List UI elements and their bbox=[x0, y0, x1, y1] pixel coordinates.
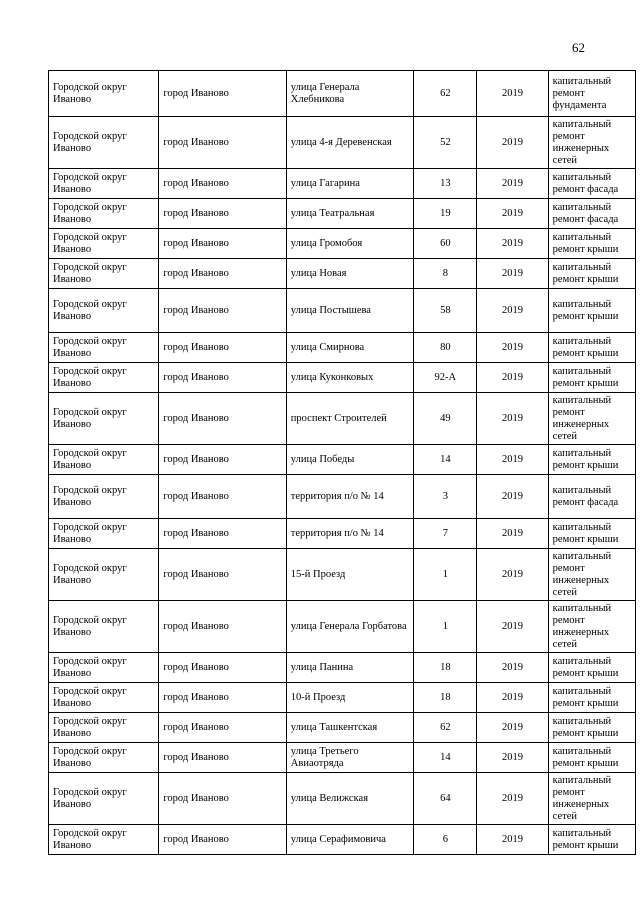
street-cell: улица Панина bbox=[286, 653, 413, 683]
table-row bbox=[49, 333, 636, 363]
city-cell: город Иваново bbox=[159, 199, 286, 229]
year-cell: 2019 bbox=[477, 549, 548, 601]
year-cell: 2019 bbox=[477, 683, 548, 713]
house-cell: 52 bbox=[414, 117, 477, 169]
district-cell: Городской округ Иваново bbox=[49, 475, 159, 519]
house-cell: 18 bbox=[414, 683, 477, 713]
work-type-cell: капитальный ремонт инженерных сетей bbox=[548, 601, 635, 653]
house-cell: 49 bbox=[414, 393, 477, 445]
city-cell: город Иваново bbox=[159, 363, 286, 393]
street-cell: территория п/о № 14 bbox=[286, 475, 413, 519]
city-cell: город Иваново bbox=[159, 743, 286, 773]
work-type-cell: капитальный ремонт фасада bbox=[548, 475, 635, 519]
street-cell: улица 4-я Деревенская bbox=[286, 117, 413, 169]
street-cell: улица Третьего Авиаотряда bbox=[286, 743, 413, 773]
street-cell: улица Куконковых bbox=[286, 363, 413, 393]
table-row bbox=[49, 117, 636, 169]
district-cell: Городской округ Иваново bbox=[49, 601, 159, 653]
table-row bbox=[49, 445, 636, 475]
table-row bbox=[49, 71, 636, 117]
house-cell: 80 bbox=[414, 333, 477, 363]
table-row bbox=[49, 199, 636, 229]
work-type-cell: капитальный ремонт фасада bbox=[548, 169, 635, 199]
year-cell: 2019 bbox=[477, 363, 548, 393]
year-cell: 2019 bbox=[477, 229, 548, 259]
district-cell: Городской округ Иваново bbox=[49, 199, 159, 229]
year-cell: 2019 bbox=[477, 445, 548, 475]
table-row bbox=[49, 713, 636, 743]
street-cell: 10-й Проезд bbox=[286, 683, 413, 713]
work-type-cell: капитальный ремонт инженерных сетей bbox=[548, 773, 635, 825]
house-cell: 1 bbox=[414, 549, 477, 601]
table-row bbox=[49, 743, 636, 773]
house-cell: 7 bbox=[414, 519, 477, 549]
repair-schedule-table bbox=[48, 70, 636, 855]
table-row bbox=[49, 519, 636, 549]
district-cell: Городской округ Иваново bbox=[49, 445, 159, 475]
city-cell: город Иваново bbox=[159, 333, 286, 363]
year-cell: 2019 bbox=[477, 259, 548, 289]
work-type-cell: капитальный ремонт крыши bbox=[548, 825, 635, 855]
work-type-cell: капитальный ремонт крыши bbox=[548, 653, 635, 683]
table-row bbox=[49, 363, 636, 393]
city-cell: город Иваново bbox=[159, 445, 286, 475]
table-row bbox=[49, 549, 636, 601]
work-type-cell: капитальный ремонт крыши bbox=[548, 743, 635, 773]
house-cell: 64 bbox=[414, 773, 477, 825]
street-cell: улица Генерала Горбатова bbox=[286, 601, 413, 653]
house-cell: 6 bbox=[414, 825, 477, 855]
street-cell: улица Генерала Хлебникова bbox=[286, 71, 413, 117]
city-cell: город Иваново bbox=[159, 601, 286, 653]
street-cell: проспект Строителей bbox=[286, 393, 413, 445]
city-cell: город Иваново bbox=[159, 549, 286, 601]
city-cell: город Иваново bbox=[159, 117, 286, 169]
house-cell: 60 bbox=[414, 229, 477, 259]
district-cell: Городской округ Иваново bbox=[49, 825, 159, 855]
year-cell: 2019 bbox=[477, 519, 548, 549]
city-cell: город Иваново bbox=[159, 475, 286, 519]
street-cell: 15-й Проезд bbox=[286, 549, 413, 601]
table-row bbox=[49, 825, 636, 855]
year-cell: 2019 bbox=[477, 475, 548, 519]
house-cell: 58 bbox=[414, 289, 477, 333]
street-cell: улица Театральная bbox=[286, 199, 413, 229]
street-cell: улица Велижская bbox=[286, 773, 413, 825]
city-cell: город Иваново bbox=[159, 393, 286, 445]
work-type-cell: капитальный ремонт фасада bbox=[548, 199, 635, 229]
street-cell: улица Смирнова bbox=[286, 333, 413, 363]
district-cell: Городской округ Иваново bbox=[49, 683, 159, 713]
work-type-cell: капитальный ремонт крыши bbox=[548, 259, 635, 289]
year-cell: 2019 bbox=[477, 601, 548, 653]
page-number: 62 bbox=[572, 40, 585, 55]
year-cell: 2019 bbox=[477, 117, 548, 169]
year-cell: 2019 bbox=[477, 289, 548, 333]
city-cell: город Иваново bbox=[159, 259, 286, 289]
house-cell: 92-А bbox=[414, 363, 477, 393]
table-row bbox=[49, 169, 636, 199]
street-cell: улица Ташкентская bbox=[286, 713, 413, 743]
work-type-cell: капитальный ремонт крыши bbox=[548, 289, 635, 333]
city-cell: город Иваново bbox=[159, 229, 286, 259]
street-cell: улица Постышева bbox=[286, 289, 413, 333]
table-row bbox=[49, 601, 636, 653]
city-cell: город Иваново bbox=[159, 825, 286, 855]
year-cell: 2019 bbox=[477, 773, 548, 825]
year-cell: 2019 bbox=[477, 653, 548, 683]
district-cell: Городской округ Иваново bbox=[49, 71, 159, 117]
year-cell: 2019 bbox=[477, 71, 548, 117]
work-type-cell: капитальный ремонт крыши bbox=[548, 333, 635, 363]
work-type-cell: капитальный ремонт крыши bbox=[548, 363, 635, 393]
district-cell: Городской округ Иваново bbox=[49, 393, 159, 445]
house-cell: 13 bbox=[414, 169, 477, 199]
city-cell: город Иваново bbox=[159, 169, 286, 199]
district-cell: Городской округ Иваново bbox=[49, 289, 159, 333]
table-row bbox=[49, 229, 636, 259]
house-cell: 18 bbox=[414, 653, 477, 683]
district-cell: Городской округ Иваново bbox=[49, 773, 159, 825]
year-cell: 2019 bbox=[477, 333, 548, 363]
city-cell: город Иваново bbox=[159, 773, 286, 825]
table-row bbox=[49, 259, 636, 289]
year-cell: 2019 bbox=[477, 825, 548, 855]
house-cell: 1 bbox=[414, 601, 477, 653]
table-row bbox=[49, 393, 636, 445]
work-type-cell: капитальный ремонт крыши bbox=[548, 713, 635, 743]
district-cell: Городской округ Иваново bbox=[49, 519, 159, 549]
work-type-cell: капитальный ремонт крыши bbox=[548, 519, 635, 549]
house-cell: 8 bbox=[414, 259, 477, 289]
street-cell: улица Громобоя bbox=[286, 229, 413, 259]
table-row bbox=[49, 653, 636, 683]
city-cell: город Иваново bbox=[159, 519, 286, 549]
district-cell: Городской округ Иваново bbox=[49, 259, 159, 289]
district-cell: Городской округ Иваново bbox=[49, 117, 159, 169]
street-cell: улица Новая bbox=[286, 259, 413, 289]
city-cell: город Иваново bbox=[159, 683, 286, 713]
house-cell: 3 bbox=[414, 475, 477, 519]
district-cell: Городской округ Иваново bbox=[49, 169, 159, 199]
district-cell: Городской округ Иваново bbox=[49, 363, 159, 393]
year-cell: 2019 bbox=[477, 169, 548, 199]
work-type-cell: капитальный ремонт крыши bbox=[548, 683, 635, 713]
street-cell: улица Серафимовича bbox=[286, 825, 413, 855]
house-cell: 19 bbox=[414, 199, 477, 229]
work-type-cell: капитальный ремонт инженерных сетей bbox=[548, 393, 635, 445]
work-type-cell: капитальный ремонт крыши bbox=[548, 445, 635, 475]
house-cell: 14 bbox=[414, 743, 477, 773]
table-row bbox=[49, 683, 636, 713]
city-cell: город Иваново bbox=[159, 713, 286, 743]
table-row bbox=[49, 773, 636, 825]
city-cell: город Иваново bbox=[159, 71, 286, 117]
street-cell: территория п/о № 14 bbox=[286, 519, 413, 549]
work-type-cell: капитальный ремонт инженерных сетей bbox=[548, 117, 635, 169]
district-cell: Городской округ Иваново bbox=[49, 333, 159, 363]
district-cell: Городской округ Иваново bbox=[49, 653, 159, 683]
city-cell: город Иваново bbox=[159, 653, 286, 683]
work-type-cell: капитальный ремонт инженерных сетей bbox=[548, 549, 635, 601]
city-cell: город Иваново bbox=[159, 289, 286, 333]
district-cell: Городской округ Иваново bbox=[49, 713, 159, 743]
house-cell: 14 bbox=[414, 445, 477, 475]
district-cell: Городской округ Иваново bbox=[49, 549, 159, 601]
work-type-cell: капитальный ремонт фундамента bbox=[548, 71, 635, 117]
district-cell: Городской округ Иваново bbox=[49, 743, 159, 773]
house-cell: 62 bbox=[414, 71, 477, 117]
table-row bbox=[49, 289, 636, 333]
year-cell: 2019 bbox=[477, 393, 548, 445]
district-cell: Городской округ Иваново bbox=[49, 229, 159, 259]
street-cell: улица Гагарина bbox=[286, 169, 413, 199]
work-type-cell: капитальный ремонт крыши bbox=[548, 229, 635, 259]
year-cell: 2019 bbox=[477, 713, 548, 743]
table-row bbox=[49, 475, 636, 519]
street-cell: улица Победы bbox=[286, 445, 413, 475]
year-cell: 2019 bbox=[477, 199, 548, 229]
house-cell: 62 bbox=[414, 713, 477, 743]
year-cell: 2019 bbox=[477, 743, 548, 773]
